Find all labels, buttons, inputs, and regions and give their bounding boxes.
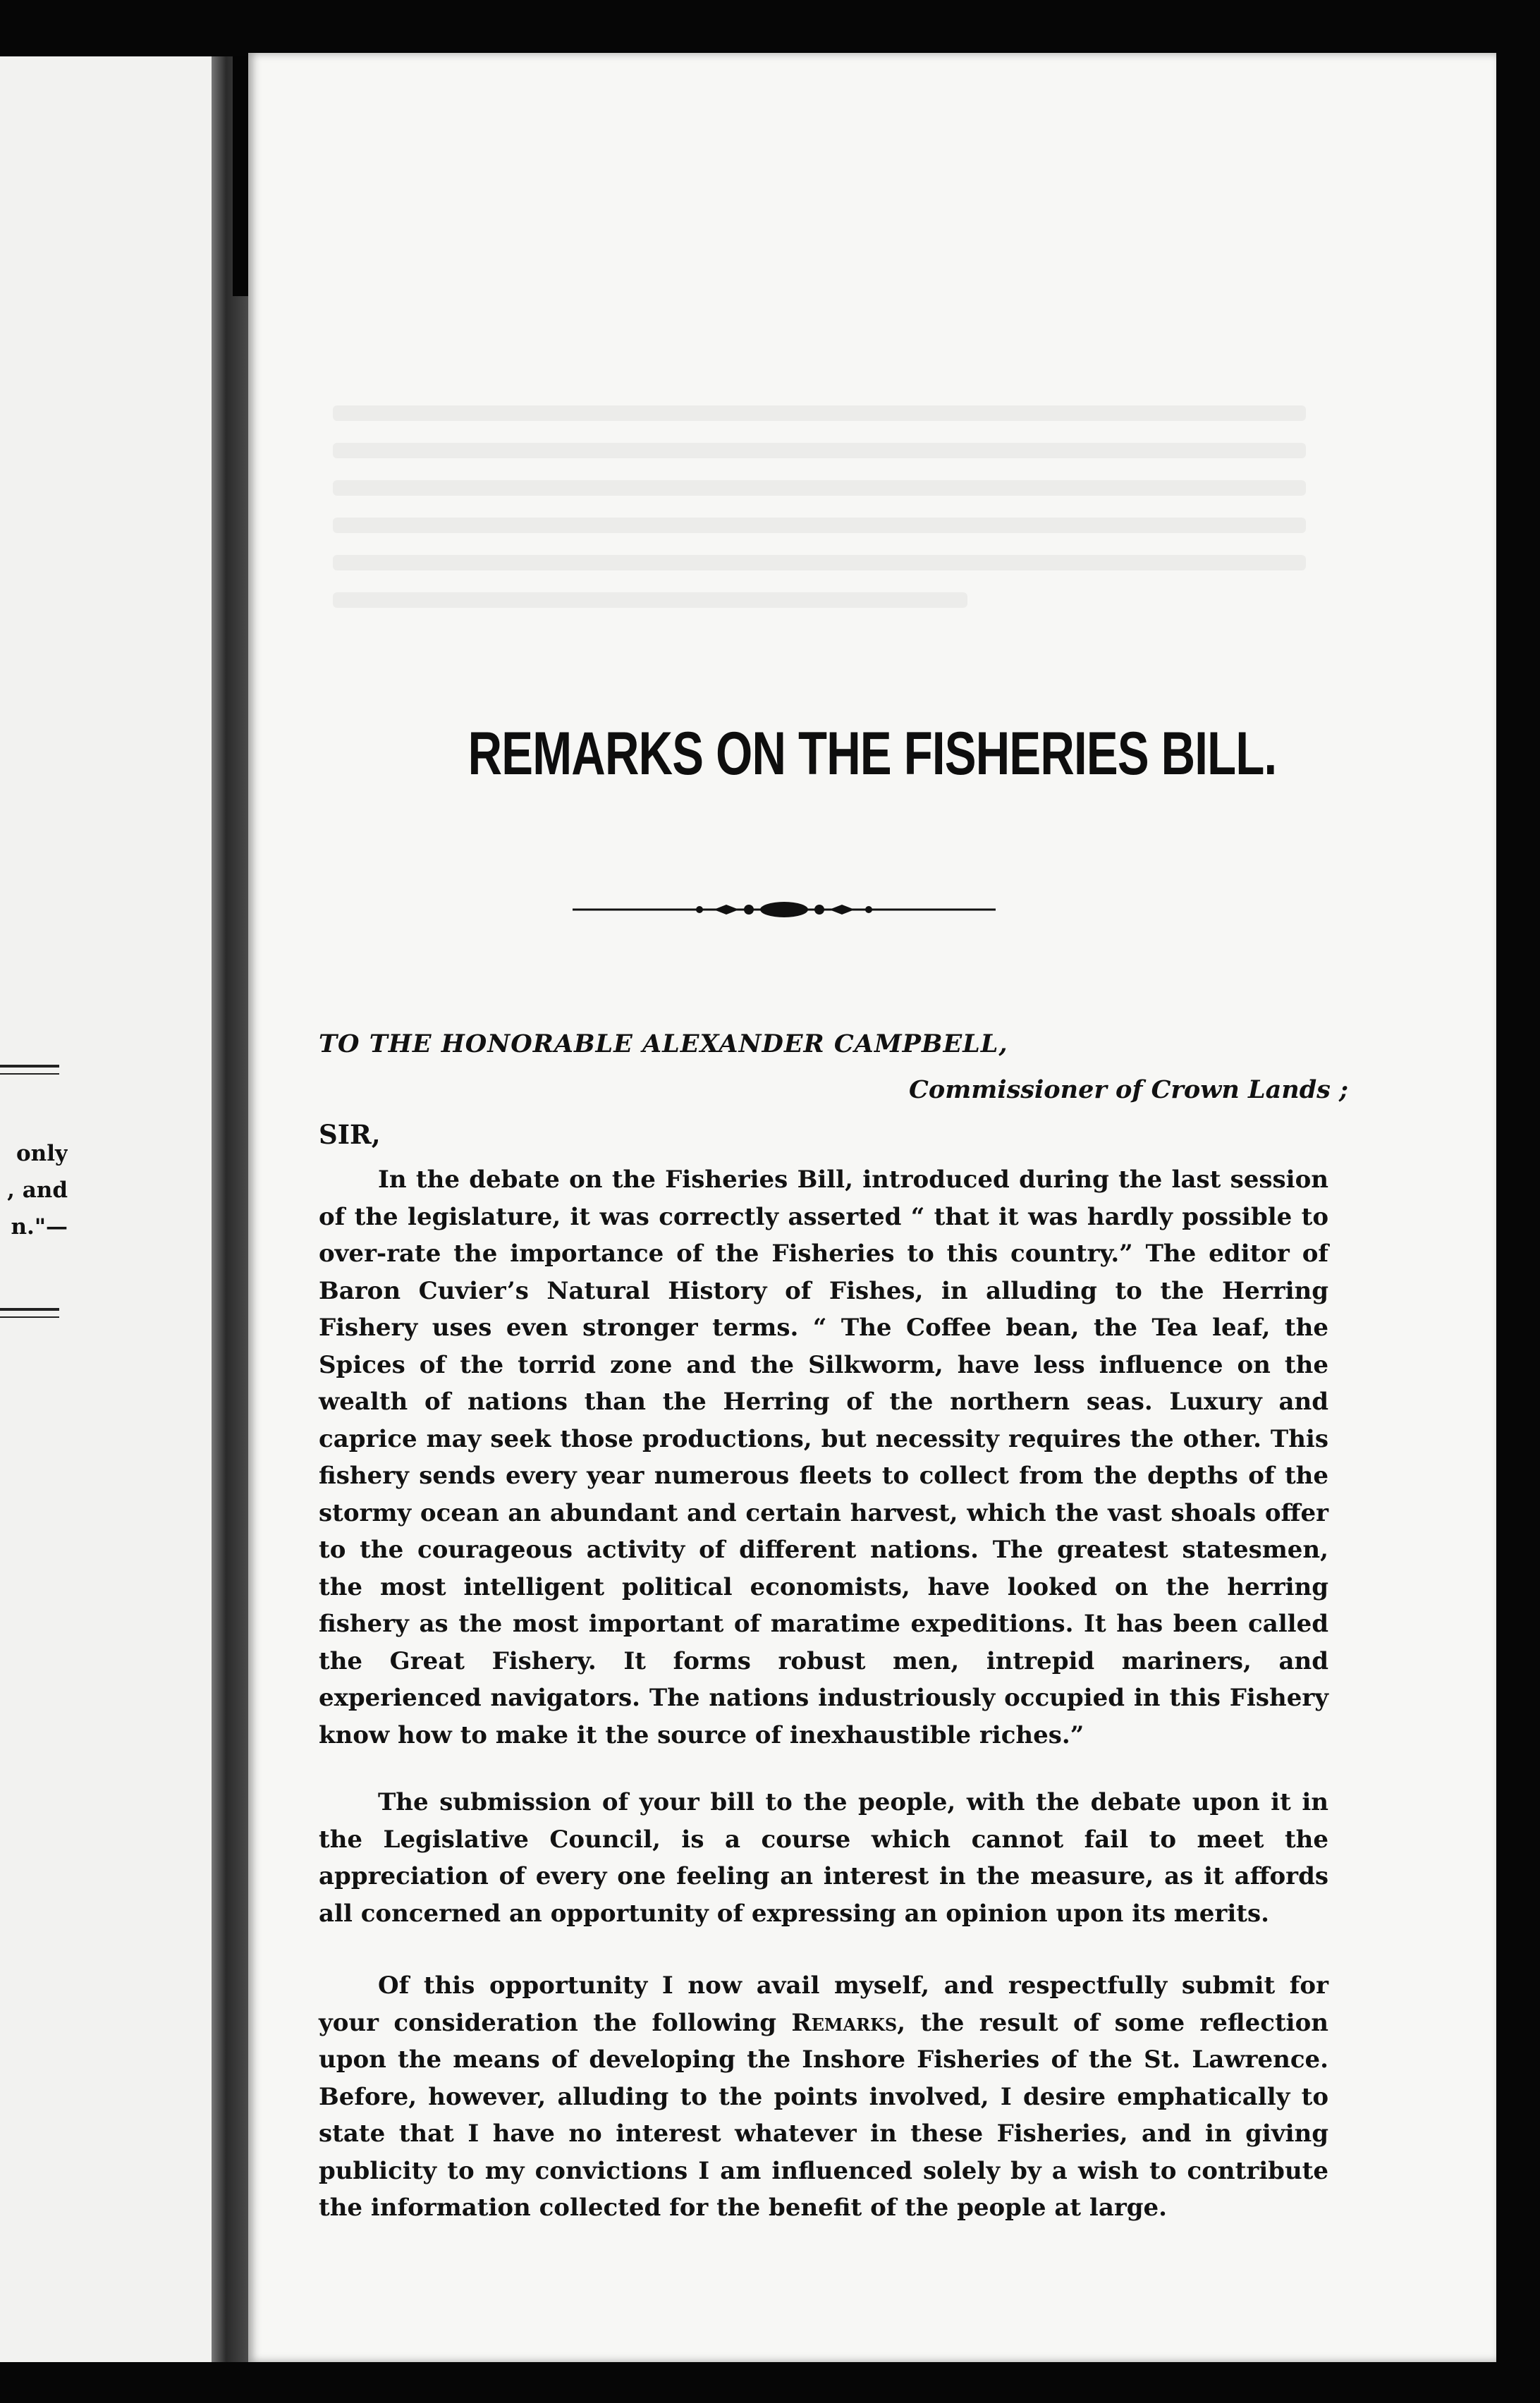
- bleed-through-line: [333, 592, 967, 608]
- left-page-line-3: n."—: [11, 1214, 68, 1240]
- left-facing-page: [0, 56, 212, 2362]
- bleed-through-line: [333, 518, 1306, 533]
- bleed-through-line: [333, 405, 1306, 421]
- paragraph-3-text-a: Of this opportunity I now avail myself, and respectfully submit for your consideration the following: [319, 1971, 1328, 2037]
- paragraph-3-text-b: , the result of some reflection upon the means of developing the Inshore Fisheries of the St. Lawrence. Before, however, alluding to the points involved, I desire emphatically to state that I have no interest whatever in these Fisheries, and in giving publicity to my convictions I am influenced solely by a wish to contribute the information collected for the benefit of the people at large.: [319, 2008, 1328, 2222]
- body-paragraph-2: The submission of your bill to the people, with the debate upon it in the Legislative Council, is a course which cannot fail to meet the appreciation of every one feeling an interest in the measure, as it affords all concerned an opportunity of expressing an opinion upon its merits.: [319, 1788, 1328, 1928]
- addressee-line: TO THE HONORABLE ALEXANDER CAMPBELL,: [319, 1029, 1008, 1058]
- remarks-smallcaps: Remarks: [791, 2008, 898, 2037]
- page-title: REMARKS ON THE FISHERIES BILL.: [468, 720, 1277, 788]
- body-paragraph-1: In the debate on the Fisheries Bill, introduced during the last session of the legislature, it was correctly asserted “ that it was hardly possible to over-rate the importance of the Fisheries to this country.” The editor of Baron Cuvier’s Natural History of Fishes, in alluding to the Herring Fishery uses even stronger terms. “ The Coffee bean, the Tea leaf, the Spices of the torrid zone and the Silkworm, have less influence on the wealth of nations than the Herring of the northern seas. Luxury and caprice may seek those productions, but necessity requires the other. This fishery sends every year numerous fleets to collect from the depths of the stormy ocean an abundant and certain harvest, which the vast shoals offer to the courageous activity of different nations. The greatest statesmen, the most intelligent political economists, have looked on the herring fishery as the most important of maratime expeditions. It has been called the Great Fishery. It forms robust men, intrepid mariners, and experienced navigators. The nations industriously occupied in this Fishery know how to make it the source of inexhaustible riches.”: [319, 1166, 1328, 1749]
- left-page-line-1: only: [16, 1141, 68, 1166]
- left-page-line-2: , and: [7, 1178, 68, 1203]
- main-page: [248, 53, 1496, 2362]
- book-gutter: [212, 56, 248, 2362]
- left-page-rule-bottom: [0, 1308, 59, 1318]
- bleed-through-line: [333, 555, 1306, 570]
- bleed-through-line: [333, 480, 1306, 496]
- bleed-through-line: [333, 443, 1306, 458]
- addressee-office: Commissioner of Crown Lands ;: [909, 1075, 1348, 1104]
- left-page-rule-top: [0, 1065, 59, 1075]
- ornamental-divider: [573, 885, 996, 934]
- body-paragraph-3: [319, 1967, 1328, 2227]
- salutation: SIR,: [319, 1119, 381, 1150]
